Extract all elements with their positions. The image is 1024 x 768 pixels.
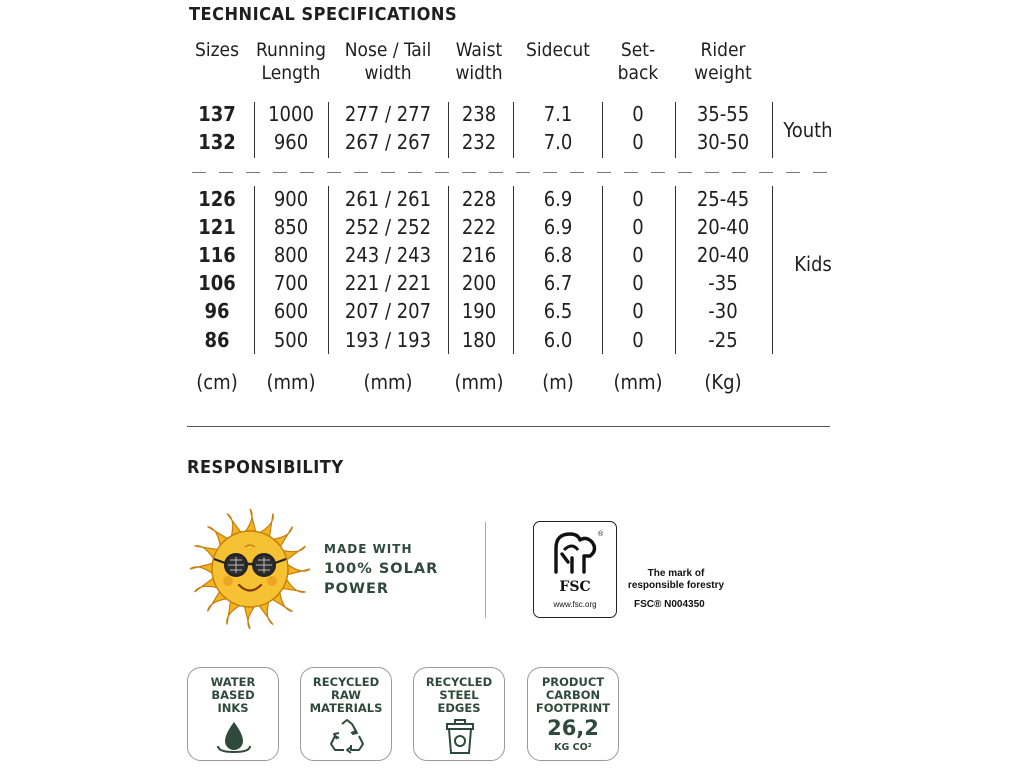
unit-label-rider-weight: (Kg)	[704, 370, 742, 394]
fsc-tree-icon	[548, 528, 602, 578]
unit-label-setback: (mm)	[613, 370, 663, 394]
group-divider-dash	[543, 172, 557, 173]
table-cell-nose-tail-width: 193 / 193	[344, 328, 432, 352]
table-cell-setback: 0	[632, 299, 644, 323]
group-divider-dash	[246, 172, 260, 173]
table-cell-waist-width: 200	[461, 271, 497, 295]
unit-label-running-length: (mm)	[266, 370, 316, 394]
column-separator	[602, 102, 603, 158]
carbon-footprint-unit: KG CO²	[554, 742, 592, 753]
table-cell-rider-weight: 20-40	[696, 243, 750, 267]
table-cell-nose-tail-width: 277 / 277	[344, 102, 432, 126]
badge-product-carbon-footprint	[527, 667, 619, 761]
col-header-running-length: Length	[261, 62, 321, 84]
section-divider	[187, 426, 830, 427]
group-divider-dash	[651, 172, 665, 173]
table-cell-sidecut: 6.8	[543, 243, 573, 267]
table-cell-rider-weight: -35	[708, 271, 738, 295]
group-divider-dash	[597, 172, 611, 173]
table-cell-setback: 0	[632, 328, 644, 352]
water-drop-icon	[214, 720, 254, 756]
sun-mascot-icon	[187, 506, 313, 632]
table-cell-running-length: 800	[273, 243, 309, 267]
table-cell-running-length: 700	[273, 271, 309, 295]
table-cell-running-length: 1000	[268, 102, 314, 126]
table-cell-waist-width: 180	[461, 328, 497, 352]
table-cell-setback: 0	[632, 215, 644, 239]
col-header-rider-weight: Rider	[700, 39, 746, 61]
col-header-running-length: Running	[256, 39, 326, 61]
group-divider-dash	[786, 172, 800, 173]
fsc-code: FSC® N004350	[634, 599, 705, 610]
group-divider-dash	[381, 172, 395, 173]
table-cell-setback: 0	[632, 271, 644, 295]
badge-label: RECYCLED RAW MATERIALS	[309, 675, 383, 715]
recycle-bin-icon	[444, 718, 476, 756]
table-cell-rider-weight: 30-50	[696, 130, 750, 154]
col-header-setback: Set-	[620, 39, 656, 61]
badge-label: RECYCLED STEEL EDGES	[425, 675, 493, 715]
table-cell-waist-width: 238	[461, 102, 497, 126]
group-divider-dash	[489, 172, 503, 173]
group-divider-dash	[759, 172, 773, 173]
table-cell-rider-weight: 20-40	[696, 215, 750, 239]
table-cell-sidecut: 6.9	[543, 187, 573, 211]
group-divider-dash	[327, 172, 341, 173]
table-row-size: 126	[198, 187, 236, 211]
table-cell-sidecut: 7.1	[543, 102, 573, 126]
col-header-sidecut: Sidecut	[526, 39, 590, 61]
table-cell-running-length: 850	[273, 215, 309, 239]
col-header-rider-weight: weight	[694, 62, 752, 84]
tech-specs-title: TECHNICAL SPECIFICATIONS	[189, 4, 458, 25]
table-cell-sidecut: 6.0	[543, 328, 573, 352]
table-cell-rider-weight: -30	[708, 299, 738, 323]
table-row-size: 121	[198, 215, 236, 239]
table-cell-setback: 0	[632, 130, 644, 154]
column-separator	[328, 186, 329, 354]
group-divider-dash	[273, 172, 287, 173]
table-cell-rider-weight: 35-55	[696, 102, 750, 126]
table-cell-sidecut: 6.7	[543, 271, 573, 295]
table-cell-setback: 0	[632, 187, 644, 211]
col-header-waist-width: Waist	[455, 39, 503, 61]
table-cell-running-length: 600	[273, 299, 309, 323]
group-divider-dash	[408, 172, 422, 173]
table-cell-waist-width: 190	[461, 299, 497, 323]
column-separator	[772, 186, 773, 354]
group-divider-dash	[813, 172, 827, 173]
column-separator	[772, 102, 773, 158]
column-separator	[675, 186, 676, 354]
group-divider-dash	[300, 172, 314, 173]
carbon-footprint-value: 26,2	[547, 716, 599, 740]
table-cell-setback: 0	[632, 243, 644, 267]
sun-ray	[244, 604, 256, 629]
responsibility-title: RESPONSIBILITY	[187, 457, 344, 478]
badge-label: WATER BASED INKS	[210, 675, 256, 715]
table-cell-rider-weight: -25	[708, 328, 738, 352]
table-cell-sidecut: 7.0	[543, 130, 573, 154]
group-label-youth: Youth	[783, 118, 833, 142]
group-divider-dash	[570, 172, 584, 173]
table-row-size: 116	[198, 243, 236, 267]
responsibility-divider	[485, 522, 486, 618]
table-row-size: 132	[198, 130, 236, 154]
unit-label-sidecut: (m)	[542, 370, 574, 394]
col-header-nose-tail-width: width	[364, 62, 412, 84]
solar-line3: POWER	[324, 581, 390, 597]
recycle-icon	[328, 718, 366, 754]
group-divider-dash	[732, 172, 746, 173]
column-separator	[602, 186, 603, 354]
badge-recycled-raw-materials	[300, 667, 392, 761]
unit-label-nose-tail-width: (mm)	[363, 370, 413, 394]
table-cell-waist-width: 228	[461, 187, 497, 211]
fsc-mark-line2: responsible forestry	[627, 580, 725, 591]
table-cell-rider-weight: 25-45	[696, 187, 750, 211]
table-cell-nose-tail-width: 261 / 261	[344, 187, 432, 211]
column-separator	[448, 102, 449, 158]
fsc-mark-line1: The mark of	[647, 568, 705, 579]
table-cell-nose-tail-width: 267 / 267	[344, 130, 432, 154]
table-cell-waist-width: 232	[461, 130, 497, 154]
group-divider-dash	[219, 172, 233, 173]
column-separator	[448, 186, 449, 354]
table-cell-running-length: 900	[273, 187, 309, 211]
solar-line2: 100% SOLAR	[324, 561, 439, 577]
solar-line1: MADE WITH	[324, 542, 413, 556]
group-divider-dash	[705, 172, 719, 173]
table-cell-setback: 0	[632, 102, 644, 126]
group-divider-dash	[435, 172, 449, 173]
badge-recycled-steel-edges	[413, 667, 505, 761]
group-divider-dash	[462, 172, 476, 173]
table-cell-nose-tail-width: 207 / 207	[344, 299, 432, 323]
column-separator	[513, 102, 514, 158]
table-cell-sidecut: 6.5	[543, 299, 573, 323]
column-separator	[328, 102, 329, 158]
sun-ray	[285, 563, 310, 575]
sun-ray	[244, 509, 256, 534]
column-separator	[675, 102, 676, 158]
group-divider-dash	[354, 172, 368, 173]
column-separator	[513, 186, 514, 354]
table-row-size: 96	[204, 299, 230, 323]
table-cell-waist-width: 216	[461, 243, 497, 267]
table-cell-running-length: 960	[273, 130, 309, 154]
column-separator	[254, 102, 255, 158]
table-cell-nose-tail-width: 252 / 252	[344, 215, 432, 239]
table-row-size: 137	[198, 102, 236, 126]
table-cell-running-length: 500	[273, 328, 309, 352]
group-divider-dash	[678, 172, 692, 173]
unit-label-waist-width: (mm)	[454, 370, 504, 394]
group-label-kids: Kids	[794, 252, 832, 276]
group-divider-dash	[624, 172, 638, 173]
table-row-size: 86	[204, 328, 230, 352]
table-row-size: 106	[198, 271, 236, 295]
col-header-nose-tail-width: Nose / Tail	[344, 39, 432, 61]
group-divider-dash	[192, 172, 206, 173]
col-header-setback: back	[617, 62, 659, 84]
table-cell-nose-tail-width: 221 / 221	[344, 271, 432, 295]
sun-ray	[190, 563, 215, 575]
col-header-waist-width: width	[455, 62, 503, 84]
col-header-sizes: Sizes	[194, 39, 239, 61]
svg-text:®: ®	[598, 531, 604, 538]
fsc-logo-text: FSC	[559, 579, 591, 595]
badge-label: PRODUCT CARBON FOOTPRINT	[535, 675, 611, 715]
group-divider-dash	[516, 172, 530, 173]
fsc-logo	[533, 521, 617, 618]
unit-label-sizes: (cm)	[196, 370, 238, 394]
fsc-url: www.fsc.org	[553, 600, 597, 609]
badge-water-based-inks	[187, 667, 279, 761]
column-separator	[254, 186, 255, 354]
table-cell-sidecut: 6.9	[543, 215, 573, 239]
table-cell-nose-tail-width: 243 / 243	[344, 243, 432, 267]
table-cell-waist-width: 222	[461, 215, 497, 239]
